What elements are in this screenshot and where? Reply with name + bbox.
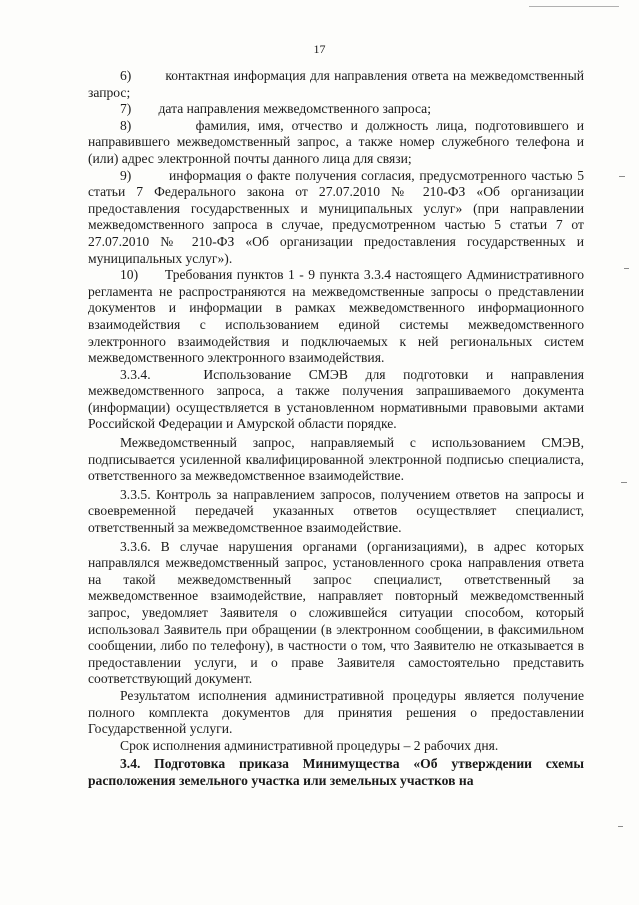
list-item-7: 7) дата направления межведомственного запроса; [120, 101, 431, 117]
scan-artifact [621, 482, 627, 483]
section-heading-3-4: 3.4. Подготовка приказа Минимущества «Об утверждении схемы расположения земельного участка или земельных участков на [88, 756, 584, 788]
list-item-10: 10) Требования пунктов 1 - 9 пункта 3.3.4 настоящего Административного регламента не распространяются на межведомственные запросы о представлении документов и информации в рамках межведомственного информационного взаимодействия с использованием единой системы межведомственного электронного взаимодействия и подключаемых к ней региональных систем межведомственного электронного взаимодействия. [88, 267, 584, 366]
paragraph-3-3-5: 3.3.5. Контроль за направлением запросов, получением ответов на запросы и своевременной передачей указанных ответов осуществляет специалист, ответственный за межведомственное взаимодействие. [88, 486, 584, 536]
page-number: 17 [313, 42, 326, 56]
paragraph-result: Результатом исполнения административной процедуры является получение полного комплекта документов для принятия решения о предоставлении Государственной услуги. [88, 687, 584, 737]
paragraph-3-3-4: 3.3.4. Использование СМЭВ для подготовки и направления межведомственного запроса, а также получения запрашиваемого документа (информации) осуществляется в установленном нормативными правовыми актами Российской Федерации и Амурской области порядке. [88, 366, 584, 432]
list-item-9: 9) информация о факте получения согласия, предусмотренного частью 5 статьи 7 Федерального закона от 27.07.2010 № 210-ФЗ «Об организации предоставления государственных и муниципальных услуг» (при направлении межведомственного запроса в случае, предусмотренном частью 5 статьи 7 от 27.07.2010 № 210-ФЗ «Об организации предоставления государственных и муниципальных услуг»). [88, 167, 584, 266]
scan-artifact [624, 268, 629, 269]
paragraph-smev-signature: Межведомственный запрос, направляемый с использованием СМЭВ, подписывается усиленной квалифицированной электронной подписью специалиста, ответственного за межведомственное взаимодействие. [88, 435, 584, 484]
paragraph-3-3-6: 3.3.6. В случае нарушения органами (организациями), в адрес которых направлялся межведомственный запрос, установленного срока направления ответа на такой межведомственный запрос специалист, ответственный за межведомственное взаимодействие, направляет повторный межведомственный запрос, уведомляет Заявителя о сложившейся ситуации способом, который использовал Заявитель при обращении (в электронном сообщении, в факсимильном сообщении, либо по телефону), в частности о том, что Заявителю не отказывается в предоставлении услуги, и о праве Заявителя самостоятельно представить соответствующий документ. [88, 538, 584, 687]
list-item-8: 8) фамилия, имя, отчество и должность лица, подготовившего и направившего межведомственный запрос, а также номер служебного телефона и (или) адрес электронной почты данного лица для связи; [88, 117, 584, 166]
list-item-6: 6) контактная информация для направления ответа на межведомственный запрос; [88, 68, 584, 100]
paragraph-deadline: Срок исполнения административной процедуры – 2 рабочих дня. [120, 737, 499, 753]
document-body [88, 68, 584, 790]
scan-artifact [618, 826, 623, 827]
scan-top-line [529, 6, 619, 7]
scan-artifact [619, 176, 625, 177]
